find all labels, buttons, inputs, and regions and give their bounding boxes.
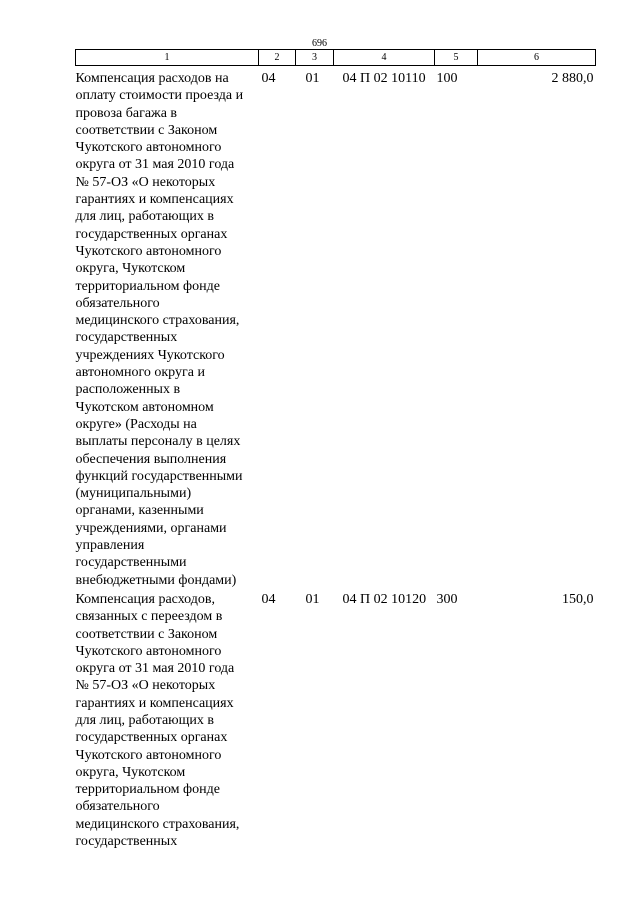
description-line: для лиц, работающих в: [75, 712, 215, 728]
column-header-2: 2: [259, 50, 296, 66]
description-line: гарантиях и компенсациях: [75, 192, 234, 208]
description-line: соответствии с Законом: [75, 122, 218, 138]
description-line: № 57-ОЗ «О некоторых: [75, 678, 216, 694]
table-header-row: [76, 50, 596, 66]
row-description: [76, 66, 259, 589]
description-line: учреждениях Чукотского: [75, 347, 225, 363]
section-code: 04: [261, 591, 276, 607]
expense-type-code: 100: [436, 71, 458, 86]
description-line: органами, казенными: [75, 503, 204, 519]
description-line: округа, Чукотском: [75, 261, 186, 277]
description-line: государственных органах: [75, 226, 228, 242]
description-line: Компенсация расходов на: [75, 71, 229, 86]
description-line: округа, Чукотском: [75, 764, 186, 780]
description-line: округе» (Расходы на: [75, 416, 197, 432]
table-row: [76, 589, 596, 850]
column-header-6: 6: [478, 50, 596, 66]
description-line: государственных: [75, 330, 178, 346]
description-line: Компенсация расходов,: [75, 591, 215, 607]
description-line: учреждениями, органами: [75, 520, 227, 536]
description-line: медицинского страхования,: [75, 816, 240, 832]
target-article-code: 04 П 02 10120: [342, 591, 427, 607]
description-line: государственных органах: [75, 730, 228, 746]
description-line: соответствии с Законом: [75, 626, 218, 642]
amount: 2 880,0: [551, 71, 594, 86]
table-row: [76, 66, 596, 589]
description-line: Чукотского автономного: [75, 747, 222, 763]
description-line: территориальном фонде: [75, 782, 220, 798]
column-header-5: 5: [435, 50, 478, 66]
column-header-3: 3: [296, 50, 334, 66]
description-line: Чукотского автономного: [75, 643, 222, 659]
column-header-1: 1: [76, 50, 259, 66]
description-line: обязательного: [75, 799, 160, 815]
description-line: функций государственными: [75, 468, 243, 484]
expense-type-code: 300: [436, 591, 458, 607]
description-line: Чукотском автономном: [75, 399, 214, 415]
description-line: (муниципальными): [75, 486, 192, 502]
row-description: [76, 589, 259, 850]
description-line: Чукотского автономного: [75, 243, 222, 259]
description-line: государственных: [75, 834, 178, 850]
column-header-4: 4: [334, 50, 435, 66]
description-line: управления: [75, 538, 145, 554]
description-line: государственными: [75, 555, 187, 571]
description-line: территориальном фонде: [75, 278, 220, 294]
page-number: 696: [312, 38, 327, 49]
target-article-code: 04 П 02 10110: [342, 71, 426, 86]
description-line: округа от 31 мая 2010 года: [75, 157, 235, 173]
description-line: расположенных в: [75, 382, 181, 398]
description-line: оплату стоимости проезда и: [75, 88, 244, 104]
description-line: обеспечения выполнения: [75, 451, 227, 467]
description-line: медицинского страхования,: [75, 313, 240, 329]
description-line: Чукотского автономного: [75, 140, 222, 156]
description-line: округа от 31 мая 2010 года: [75, 661, 235, 677]
section-code: 04: [261, 71, 276, 86]
description-line: гарантиях и компенсациях: [75, 695, 234, 711]
amount: 150,0: [562, 591, 594, 607]
subsection-code: 01: [305, 591, 320, 607]
budget-table: [75, 49, 596, 850]
description-line: для лиц, работающих в: [75, 209, 215, 225]
description-line: выплаты персоналу в целях: [75, 434, 241, 450]
description-line: провоза багажа в: [75, 105, 178, 121]
description-line: связанных с переездом в: [75, 609, 223, 625]
description-line: автономного округа и: [75, 365, 205, 381]
description-line: обязательного: [75, 295, 160, 311]
description-line: внебюджетными фондами): [75, 572, 237, 588]
description-line: № 57-ОЗ «О некоторых: [75, 174, 216, 190]
subsection-code: 01: [305, 71, 320, 86]
